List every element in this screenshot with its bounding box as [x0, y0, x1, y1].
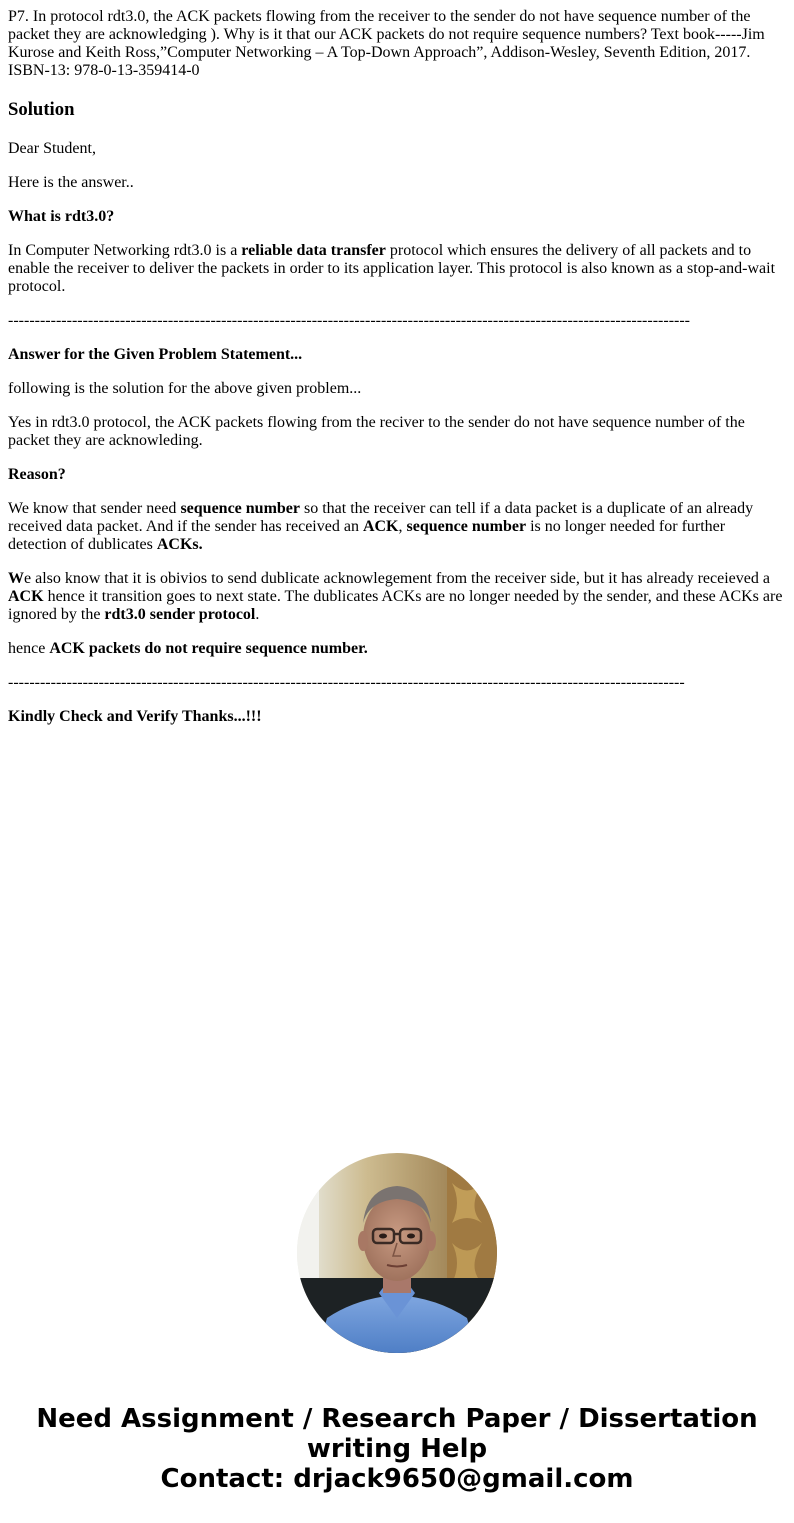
answer-intro: following is the solution for the above given problem... [8, 380, 362, 397]
question-text: P7. In protocol rdt3.0, the ACK packets flowing from the receiver to the sender do not have sequence number of the packet they are acknowledging ). Why is it that our ACK packets do not require sequence numbers? Text book-----Jim Kurose and Keith Ross,”Computer Networking – A Top-Down Approach”, Addison-Wesley, Seventh Edition, 2017. ISBN-13: 978-0-13-359414-0 [8, 8, 765, 79]
contact-email: Contact: drjack9650@gmail.com [160, 1464, 634, 1494]
footer [0, 1404, 794, 1494]
footer-line: writing Help [306, 1434, 488, 1464]
what-is-heading: What is rdt3.0? [8, 208, 115, 225]
avatar [297, 1153, 497, 1353]
answer-heading: Answer for the Given Problem Statement... [8, 346, 303, 363]
answer-text: Yes in rdt3.0 protocol, the ACK packets flowing from the reciver to the sender do not have sequence number of the packet they are acknowleding. [8, 414, 745, 449]
solution-heading: Solution [8, 99, 75, 120]
reason-paragraph-2: We also know that it is obivios to send dublicate acknowlegement from the receiver side, but it has already receieved a ACK hence it transition goes to next state. The dublicates ACKs are no longer needed by the sender, and these ACKs are ignored by the rdt3.0 sender protocol. [8, 570, 783, 623]
intro: Here is the answer.. [8, 174, 134, 191]
document-content [8, 8, 786, 742]
greeting: Dear Student, [8, 140, 96, 157]
definition-paragraph: In Computer Networking rdt3.0 is a reliable data transfer protocol which ensures the delivery of all packets and to enable the receiver to deliver the packets in order to its application layer. This protocol is also known as a stop-and-wait protocol. [8, 242, 776, 295]
closing-text: Kindly Check and Verify Thanks...!!! [8, 708, 262, 725]
divider-line: ------------------------------------------------------------------------------------------------------------------------------- [8, 674, 685, 691]
avatar-photo-icon [297, 1153, 497, 1353]
divider-line: -------------------------------------------------------------------------------------------------------------------------------- [8, 312, 690, 329]
reason-paragraph-1: We know that sender need sequence number so that the receiver can tell if a data packet is a duplicate of an already received data packet. And if the sender has received an ACK, sequence number is no longer needed for further detection of dublicates ACKs. [8, 500, 754, 553]
footer-line: Need Assignment / Research Paper / Dissertation [36, 1404, 758, 1434]
conclusion-paragraph: hence ACK packets do not require sequence number. [8, 640, 368, 657]
reason-heading: Reason? [8, 466, 66, 483]
